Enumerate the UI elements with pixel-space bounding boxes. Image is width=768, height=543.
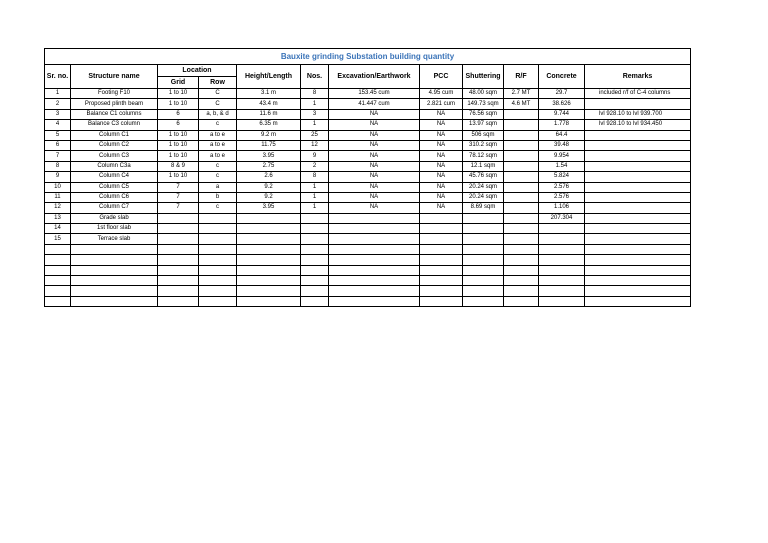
cell-remarks[interactable] (585, 265, 691, 275)
cell-grid[interactable] (158, 224, 199, 234)
header-shuttering: Shuttering (463, 65, 504, 89)
table-row[interactable] (45, 286, 691, 296)
cell-height-length[interactable]: 9.2 m (237, 130, 301, 140)
cell-excavation[interactable]: NA (329, 151, 420, 161)
cell-concrete[interactable]: 2.576 (539, 192, 585, 202)
cell-excavation[interactable]: NA (329, 172, 420, 182)
table-row[interactable] (45, 192, 691, 202)
cell-pcc[interactable] (420, 265, 463, 275)
cell-row[interactable] (199, 286, 237, 296)
cell-nos[interactable]: 1 (301, 120, 329, 130)
cell-rf[interactable]: 4.6 MT (504, 99, 539, 109)
table-row[interactable] (45, 120, 691, 130)
table-row[interactable] (45, 151, 691, 161)
cell-shuttering[interactable] (463, 224, 504, 234)
cell-row[interactable]: a to e (199, 140, 237, 150)
cell-nos[interactable]: 12 (301, 140, 329, 150)
table-row[interactable] (45, 265, 691, 275)
cell-pcc[interactable] (420, 286, 463, 296)
cell-structure-name[interactable]: Grade slab (71, 213, 158, 223)
cell-excavation[interactable] (329, 244, 420, 254)
cell-structure-name[interactable]: Balance C1 columns (71, 109, 158, 119)
cell-concrete[interactable]: 1.106 (539, 203, 585, 213)
cell-excavation[interactable]: NA (329, 161, 420, 171)
cell-sr-no[interactable] (45, 255, 71, 265)
header-location: Location (158, 65, 237, 77)
cell-row[interactable] (199, 244, 237, 254)
cell-nos[interactable]: 9 (301, 151, 329, 161)
cell-grid[interactable]: 1 to 10 (158, 89, 199, 99)
cell-grid[interactable]: 1 to 10 (158, 99, 199, 109)
cell-row[interactable] (199, 276, 237, 286)
cell-row[interactable]: c (199, 161, 237, 171)
cell-concrete[interactable] (539, 255, 585, 265)
cell-concrete[interactable]: 207.304 (539, 213, 585, 223)
cell-height-length[interactable]: 3.95 (237, 203, 301, 213)
table-row[interactable] (45, 109, 691, 119)
cell-concrete[interactable] (539, 234, 585, 244)
cell-shuttering[interactable] (463, 296, 504, 306)
cell-concrete[interactable]: 64.4 (539, 130, 585, 140)
cell-concrete[interactable] (539, 244, 585, 254)
cell-nos[interactable]: 8 (301, 89, 329, 99)
cell-remarks[interactable]: included r/f of C-4 columns (585, 89, 691, 99)
cell-concrete[interactable]: 9.744 (539, 109, 585, 119)
cell-rf[interactable] (504, 161, 539, 171)
table-row[interactable] (45, 203, 691, 213)
cell-nos[interactable] (301, 244, 329, 254)
cell-concrete[interactable]: 5.824 (539, 172, 585, 182)
cell-row[interactable]: a to e (199, 130, 237, 140)
cell-excavation[interactable] (329, 224, 420, 234)
cell-remarks[interactable] (585, 172, 691, 182)
cell-structure-name[interactable]: Terrace slab (71, 234, 158, 244)
cell-nos[interactable] (301, 296, 329, 306)
cell-row[interactable] (199, 224, 237, 234)
cell-rf[interactable] (504, 296, 539, 306)
cell-sr-no[interactable]: 13 (45, 213, 71, 223)
cell-structure-name[interactable]: Column C3a (71, 161, 158, 171)
cell-excavation[interactable] (329, 265, 420, 275)
cell-height-length[interactable] (237, 255, 301, 265)
cell-structure-name[interactable] (71, 244, 158, 254)
cell-nos[interactable] (301, 286, 329, 296)
cell-structure-name[interactable]: Column C4 (71, 172, 158, 182)
cell-height-length[interactable] (237, 224, 301, 234)
cell-sr-no[interactable] (45, 265, 71, 275)
cell-shuttering[interactable]: 20.24 sqm (463, 182, 504, 192)
cell-structure-name[interactable] (71, 296, 158, 306)
cell-nos[interactable] (301, 234, 329, 244)
cell-rf[interactable] (504, 182, 539, 192)
cell-excavation[interactable]: 153.45 cum (329, 89, 420, 99)
cell-structure-name[interactable]: Column C5 (71, 182, 158, 192)
cell-concrete[interactable] (539, 286, 585, 296)
cell-grid[interactable]: 7 (158, 203, 199, 213)
cell-shuttering[interactable]: 78.12 sqm (463, 151, 504, 161)
table-row[interactable] (45, 234, 691, 244)
cell-excavation[interactable]: NA (329, 182, 420, 192)
cell-remarks[interactable]: lvl 928.10 to lvl 939.700 (585, 109, 691, 119)
cell-structure-name[interactable] (71, 255, 158, 265)
table-row[interactable] (45, 296, 691, 306)
cell-height-length[interactable] (237, 286, 301, 296)
cell-rf[interactable] (504, 140, 539, 150)
cell-structure-name[interactable]: Column C6 (71, 192, 158, 202)
cell-grid[interactable] (158, 255, 199, 265)
cell-excavation[interactable]: NA (329, 120, 420, 130)
cell-structure-name[interactable]: Column C2 (71, 140, 158, 150)
cell-pcc[interactable] (420, 213, 463, 223)
cell-remarks[interactable] (585, 140, 691, 150)
cell-sr-no[interactable] (45, 276, 71, 286)
cell-nos[interactable] (301, 255, 329, 265)
cell-grid[interactable] (158, 276, 199, 286)
table-row[interactable] (45, 172, 691, 182)
cell-rf[interactable] (504, 109, 539, 119)
cell-concrete[interactable]: 29.7 (539, 89, 585, 99)
cell-concrete[interactable] (539, 276, 585, 286)
table-row[interactable] (45, 140, 691, 150)
cell-shuttering[interactable]: 12.1 sqm (463, 161, 504, 171)
cell-rf[interactable] (504, 172, 539, 182)
cell-pcc[interactable]: NA (420, 130, 463, 140)
cell-structure-name[interactable]: Balance C3 column (71, 120, 158, 130)
cell-concrete[interactable] (539, 224, 585, 234)
header-rf: R/F (504, 65, 539, 89)
cell-sr-no[interactable]: 8 (45, 161, 71, 171)
cell-rf[interactable] (504, 244, 539, 254)
cell-pcc[interactable]: NA (420, 182, 463, 192)
cell-structure-name[interactable]: Column C3 (71, 151, 158, 161)
cell-concrete[interactable] (539, 265, 585, 275)
cell-row[interactable]: c (199, 120, 237, 130)
cell-shuttering[interactable] (463, 213, 504, 223)
cell-shuttering[interactable] (463, 276, 504, 286)
cell-row[interactable] (199, 255, 237, 265)
cell-sr-no[interactable]: 4 (45, 120, 71, 130)
cell-nos[interactable]: 1 (301, 192, 329, 202)
table-row[interactable] (45, 182, 691, 192)
cell-remarks[interactable] (585, 255, 691, 265)
cell-grid[interactable]: 7 (158, 182, 199, 192)
cell-height-length[interactable]: 43.4 m (237, 99, 301, 109)
cell-sr-no[interactable]: 2 (45, 99, 71, 109)
cell-structure-name[interactable] (71, 276, 158, 286)
cell-grid[interactable]: 6 (158, 120, 199, 130)
cell-height-length[interactable]: 3.95 (237, 151, 301, 161)
cell-nos[interactable] (301, 224, 329, 234)
cell-nos[interactable]: 2 (301, 161, 329, 171)
cell-shuttering[interactable]: 506 sqm (463, 130, 504, 140)
cell-row[interactable]: c (199, 172, 237, 182)
cell-excavation[interactable]: NA (329, 109, 420, 119)
cell-grid[interactable] (158, 265, 199, 275)
cell-pcc[interactable]: NA (420, 161, 463, 171)
cell-excavation[interactable] (329, 255, 420, 265)
cell-row[interactable]: C (199, 89, 237, 99)
cell-remarks[interactable] (585, 182, 691, 192)
cell-rf[interactable] (504, 224, 539, 234)
cell-row[interactable]: C (199, 99, 237, 109)
cell-structure-name[interactable]: Column C1 (71, 130, 158, 140)
cell-grid[interactable] (158, 286, 199, 296)
cell-shuttering[interactable]: 8.69 sqm (463, 203, 504, 213)
cell-excavation[interactable]: NA (329, 130, 420, 140)
cell-row[interactable]: a, b, & d (199, 109, 237, 119)
sheet-title: Bauxite grinding Substation building quantity (45, 49, 691, 65)
cell-height-length[interactable]: 9.2 (237, 192, 301, 202)
cell-height-length[interactable] (237, 276, 301, 286)
cell-structure-name[interactable] (71, 286, 158, 296)
cell-grid[interactable]: 7 (158, 192, 199, 202)
cell-nos[interactable]: 1 (301, 99, 329, 109)
cell-rf[interactable] (504, 213, 539, 223)
cell-excavation[interactable] (329, 276, 420, 286)
cell-shuttering[interactable] (463, 286, 504, 296)
cell-grid[interactable] (158, 296, 199, 306)
cell-shuttering[interactable]: 149.73 sqm (463, 99, 504, 109)
cell-height-length[interactable]: 11.75 (237, 140, 301, 150)
cell-shuttering[interactable]: 48.00 sqm (463, 89, 504, 99)
cell-height-length[interactable]: 11.6 m (237, 109, 301, 119)
cell-structure-name[interactable]: Column C7 (71, 203, 158, 213)
cell-pcc[interactable]: NA (420, 172, 463, 182)
cell-row[interactable] (199, 234, 237, 244)
cell-excavation[interactable]: NA (329, 192, 420, 202)
cell-grid[interactable]: 1 to 10 (158, 140, 199, 150)
cell-nos[interactable]: 1 (301, 203, 329, 213)
cell-shuttering[interactable] (463, 255, 504, 265)
cell-structure-name[interactable]: 1st floor slab (71, 224, 158, 234)
cell-nos[interactable]: 3 (301, 109, 329, 119)
header-remarks: Remarks (585, 65, 691, 89)
table-row[interactable] (45, 130, 691, 140)
cell-excavation[interactable] (329, 296, 420, 306)
cell-height-length[interactable] (237, 296, 301, 306)
cell-height-length[interactable] (237, 265, 301, 275)
cell-nos[interactable] (301, 265, 329, 275)
cell-shuttering[interactable]: 76.56 sqm (463, 109, 504, 119)
cell-structure-name[interactable]: Footing F10 (71, 89, 158, 99)
cell-pcc[interactable] (420, 234, 463, 244)
table-row[interactable] (45, 213, 691, 223)
cell-concrete[interactable] (539, 296, 585, 306)
cell-grid[interactable] (158, 234, 199, 244)
cell-sr-no[interactable]: 6 (45, 140, 71, 150)
cell-sr-no[interactable]: 9 (45, 172, 71, 182)
cell-rf[interactable]: 2.7 MT (504, 89, 539, 99)
cell-excavation[interactable] (329, 234, 420, 244)
cell-pcc[interactable]: 2.821 cum (420, 99, 463, 109)
cell-row[interactable]: a to e (199, 151, 237, 161)
table-row[interactable] (45, 276, 691, 286)
cell-nos[interactable] (301, 213, 329, 223)
cell-sr-no[interactable] (45, 296, 71, 306)
cell-rf[interactable] (504, 265, 539, 275)
cell-concrete[interactable]: 1.778 (539, 120, 585, 130)
cell-shuttering[interactable]: 20.24 sqm (463, 192, 504, 202)
cell-remarks[interactable] (585, 161, 691, 171)
header-grid: Grid (158, 77, 199, 89)
quantity-table (44, 48, 691, 307)
cell-structure-name[interactable] (71, 265, 158, 275)
cell-height-length[interactable]: 2.75 (237, 161, 301, 171)
cell-grid[interactable]: 1 to 10 (158, 130, 199, 140)
cell-row[interactable]: b (199, 192, 237, 202)
header-height-length: Height/Length (237, 65, 301, 89)
cell-grid[interactable]: 1 to 10 (158, 151, 199, 161)
cell-shuttering[interactable]: 45.76 sqm (463, 172, 504, 182)
header-nos: Nos. (301, 65, 329, 89)
cell-excavation[interactable]: NA (329, 203, 420, 213)
cell-row[interactable]: a (199, 182, 237, 192)
cell-shuttering[interactable] (463, 234, 504, 244)
cell-pcc[interactable] (420, 244, 463, 254)
cell-excavation[interactable] (329, 286, 420, 296)
cell-sr-no[interactable]: 10 (45, 182, 71, 192)
cell-remarks[interactable] (585, 213, 691, 223)
cell-rf[interactable] (504, 151, 539, 161)
cell-pcc[interactable] (420, 296, 463, 306)
cell-remarks[interactable] (585, 244, 691, 254)
header-pcc: PCC (420, 65, 463, 89)
table-body (45, 89, 691, 307)
cell-concrete[interactable]: 2.576 (539, 182, 585, 192)
cell-rf[interactable] (504, 234, 539, 244)
cell-excavation[interactable]: NA (329, 140, 420, 150)
cell-excavation[interactable]: 41.447 cum (329, 99, 420, 109)
cell-remarks[interactable] (585, 276, 691, 286)
cell-rf[interactable] (504, 130, 539, 140)
table-row[interactable] (45, 244, 691, 254)
cell-height-length[interactable] (237, 244, 301, 254)
cell-rf[interactable] (504, 255, 539, 265)
cell-height-length[interactable]: 9.2 (237, 182, 301, 192)
cell-sr-no[interactable] (45, 244, 71, 254)
cell-pcc[interactable] (420, 224, 463, 234)
cell-pcc[interactable]: NA (420, 120, 463, 130)
cell-rf[interactable] (504, 192, 539, 202)
cell-concrete[interactable]: 39.48 (539, 140, 585, 150)
cell-remarks[interactable] (585, 203, 691, 213)
table-row[interactable] (45, 161, 691, 171)
cell-sr-no[interactable]: 3 (45, 109, 71, 119)
cell-sr-no[interactable]: 12 (45, 203, 71, 213)
cell-row[interactable] (199, 213, 237, 223)
cell-excavation[interactable] (329, 213, 420, 223)
table-row[interactable] (45, 224, 691, 234)
cell-height-length[interactable]: 2.6 (237, 172, 301, 182)
cell-remarks[interactable] (585, 130, 691, 140)
cell-row[interactable] (199, 265, 237, 275)
header-structure-name: Structure name (71, 65, 158, 89)
cell-pcc[interactable]: NA (420, 140, 463, 150)
cell-height-length[interactable]: 6.35 m (237, 120, 301, 130)
cell-nos[interactable]: 1 (301, 182, 329, 192)
cell-height-length[interactable] (237, 213, 301, 223)
quantity-sheet (44, 48, 691, 307)
cell-structure-name[interactable]: Proposed plinth beam (71, 99, 158, 109)
cell-shuttering[interactable]: 13.97 sqm (463, 120, 504, 130)
cell-sr-no[interactable]: 14 (45, 224, 71, 234)
cell-sr-no[interactable]: 5 (45, 130, 71, 140)
cell-concrete[interactable]: 38.626 (539, 99, 585, 109)
cell-remarks[interactable]: lvl 928.10 to lvl 934.450 (585, 120, 691, 130)
cell-pcc[interactable]: NA (420, 109, 463, 119)
cell-pcc[interactable]: NA (420, 151, 463, 161)
table-row[interactable] (45, 89, 691, 99)
cell-row[interactable]: c (199, 203, 237, 213)
cell-remarks[interactable] (585, 234, 691, 244)
cell-sr-no[interactable]: 1 (45, 89, 71, 99)
cell-grid[interactable]: 1 to 10 (158, 172, 199, 182)
header-sr-no: Sr. no. (45, 65, 71, 89)
cell-rf[interactable] (504, 120, 539, 130)
header-row: Row (199, 77, 237, 89)
cell-shuttering[interactable] (463, 244, 504, 254)
cell-sr-no[interactable] (45, 286, 71, 296)
cell-pcc[interactable]: 4.95 cum (420, 89, 463, 99)
cell-concrete[interactable]: 9.954 (539, 151, 585, 161)
cell-concrete[interactable]: 1.54 (539, 161, 585, 171)
cell-row[interactable] (199, 296, 237, 306)
cell-nos[interactable]: 25 (301, 130, 329, 140)
cell-remarks[interactable] (585, 192, 691, 202)
table-row[interactable] (45, 255, 691, 265)
cell-pcc[interactable]: NA (420, 203, 463, 213)
cell-sr-no[interactable]: 7 (45, 151, 71, 161)
cell-nos[interactable]: 8 (301, 172, 329, 182)
cell-grid[interactable] (158, 244, 199, 254)
cell-height-length[interactable]: 3.1 m (237, 89, 301, 99)
table-row[interactable] (45, 99, 691, 109)
cell-pcc[interactable]: NA (420, 192, 463, 202)
cell-rf[interactable] (504, 286, 539, 296)
header-excavation: Excavation/Earthwork (329, 65, 420, 89)
cell-grid[interactable]: 6 (158, 109, 199, 119)
cell-rf[interactable] (504, 203, 539, 213)
cell-remarks[interactable] (585, 224, 691, 234)
header-concrete: Concrete (539, 65, 585, 89)
cell-sr-no[interactable]: 11 (45, 192, 71, 202)
cell-remarks[interactable] (585, 99, 691, 109)
cell-pcc[interactable] (420, 276, 463, 286)
cell-height-length[interactable] (237, 234, 301, 244)
cell-grid[interactable]: 8 & 9 (158, 161, 199, 171)
cell-pcc[interactable] (420, 255, 463, 265)
cell-shuttering[interactable]: 310.2 sqm (463, 140, 504, 150)
cell-nos[interactable] (301, 276, 329, 286)
cell-remarks[interactable] (585, 286, 691, 296)
cell-grid[interactable] (158, 213, 199, 223)
cell-remarks[interactable] (585, 296, 691, 306)
cell-sr-no[interactable]: 15 (45, 234, 71, 244)
cell-remarks[interactable] (585, 151, 691, 161)
cell-rf[interactable] (504, 276, 539, 286)
cell-shuttering[interactable] (463, 265, 504, 275)
